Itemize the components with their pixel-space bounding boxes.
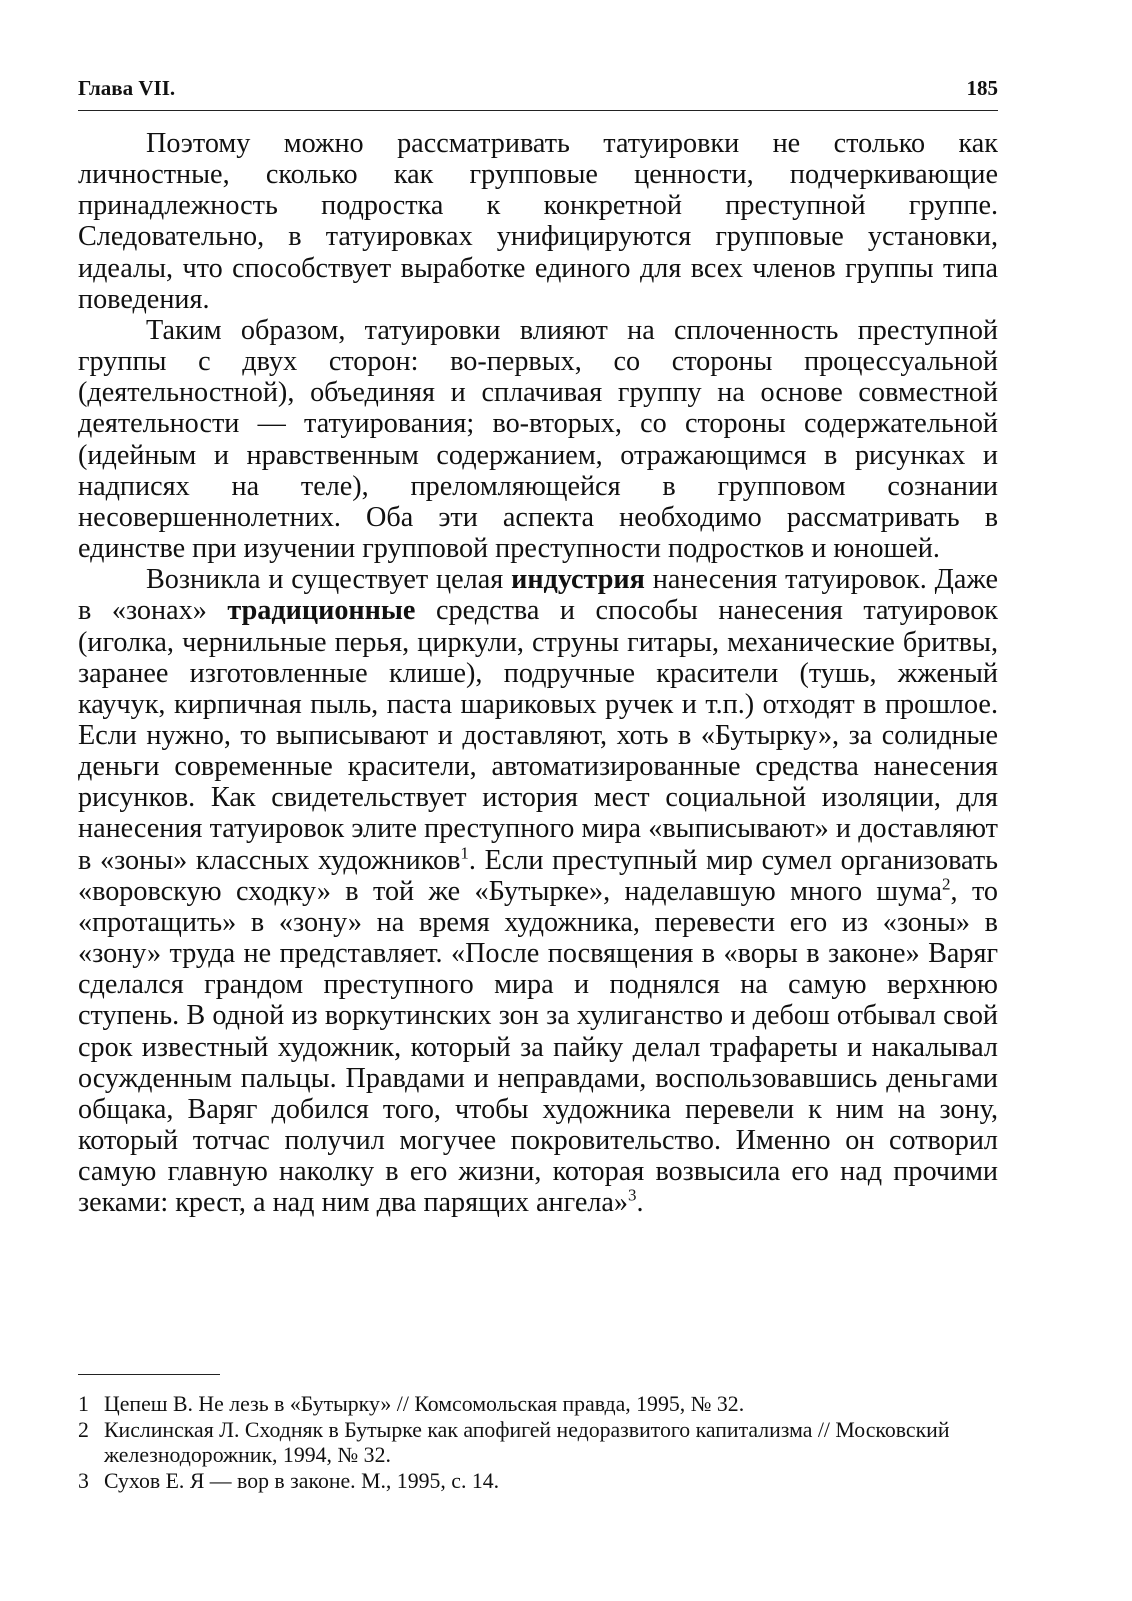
footnote-text: Кислинская Л. Сходняк в Бутырке как апофигей недоразвитого капитализма // Московский железнодорожник, 1994, № 32. [104, 1417, 950, 1467]
paragraph-3-text: , то «протащить» в «зону» на время художника, перевести его из «зоны» в «зону» труда не представляет. «После посвящения в «воры в законе» Варяг сделался грандом преступного мира и поднялся на самую верхнюю ступень. В одной из воркутинских зон за хулиганство и дебош отбывал свой срок известный художник, который за пайку делал трафареты и накалывал осужденным пальцы. Правдами и неправдами, воспользовавшись деньгами общака, Варяг добился того, чтобы художника перевели к ним на зону, который тотчас получил могучее покровительство. Именно он сотворил самую главную наколку в его жизни, которая возвысила его над прочими зеками: крест, а над ним два парящих ангела» [78, 875, 998, 1219]
chapter-title: Глава VII. [78, 76, 176, 100]
emphasis-industry: индустрия [511, 564, 645, 596]
footnote-1 [78, 1392, 998, 1418]
footnote-number: 3 [78, 1468, 89, 1493]
footnotes [78, 1392, 998, 1494]
paragraph-3 [78, 564, 998, 1218]
paragraph-3-text: нанесения татуировок. Даже в «зонах» [78, 564, 998, 627]
footnote-ref-1: 1 [460, 843, 469, 863]
page-number: 185 [966, 76, 998, 100]
body-text [78, 128, 998, 1218]
paragraph-3-text: Возникла и существует целая [146, 564, 504, 596]
footnote-number: 2 [78, 1417, 89, 1442]
paragraph-3-text: . [636, 1187, 644, 1219]
emphasis-traditional: традиционные [227, 595, 416, 627]
book-page [78, 0, 998, 1601]
footnote-2 [78, 1418, 998, 1469]
paragraph-3-text: . Если преступный мир сумел организовать «воровскую сходку» в той же «Бутырке», наделавшую много шума [78, 844, 998, 907]
footnote-number: 1 [78, 1392, 89, 1416]
footnote-ref-2: 2 [942, 874, 951, 894]
running-header [78, 72, 998, 104]
paragraph-3-text: средства и способы нанесения татуировок (иголка, чернильные перья, циркули, струны гитары, механические бритвы, заранее изготовленные клише), подручные красители (тушь, жженый каучук, кирпичная пыль, паста шариковых ручек и т.п.) отходят в прошлое. Если нужно, то выписывают и доставляют, хоть в «Бутырку», за солидные деньги современные красители, автоматизированные средства нанесения рисунков. Как свидетельствует история мест социальной изоляции, для нанесения татуировок элите преступного мира «выписывают» и доставляют в «зоны» классных художников [78, 595, 999, 876]
paragraph-2: Таким образом, татуировки влияют на сплоченность преступной группы с двух сторон: во-первых, со стороны процессуальной (деятельностной), объединяя и сплачивая группу на основе совместной деятельности — татуирования; во-вторых, со стороны содержательной (идейным и нравственным содержанием, отражающимся в рисунках и надписях на теле), преломляющейся в групповом сознании несовершеннолетних. Оба эти аспекта необходимо рассматривать в единстве при изучении групповой преступности подростков и юношей. [78, 314, 998, 565]
footnote-text: Сухов Е. Я — вор в законе. М., 1995, с. 14. [104, 1468, 500, 1493]
footnote-ref-3: 3 [628, 1185, 637, 1205]
footnote-3 [78, 1469, 998, 1495]
paragraph-1: Поэтому можно рассматривать татуировки не столько как личностные, сколько как групповые ценности, подчеркивающие принадлежность подростка к конкретной преступной группе. Следовательно, в татуировках унифицируются групповые установки, идеалы, что способствует выработке единого для всех членов группы типа поведения. [78, 128, 998, 315]
footnote-text: Цепеш В. Не лезь в «Бутырку» // Комсомольская правда, 1995, № 32. [104, 1392, 745, 1416]
header-rule [78, 110, 998, 111]
footnote-rule [78, 1374, 220, 1375]
